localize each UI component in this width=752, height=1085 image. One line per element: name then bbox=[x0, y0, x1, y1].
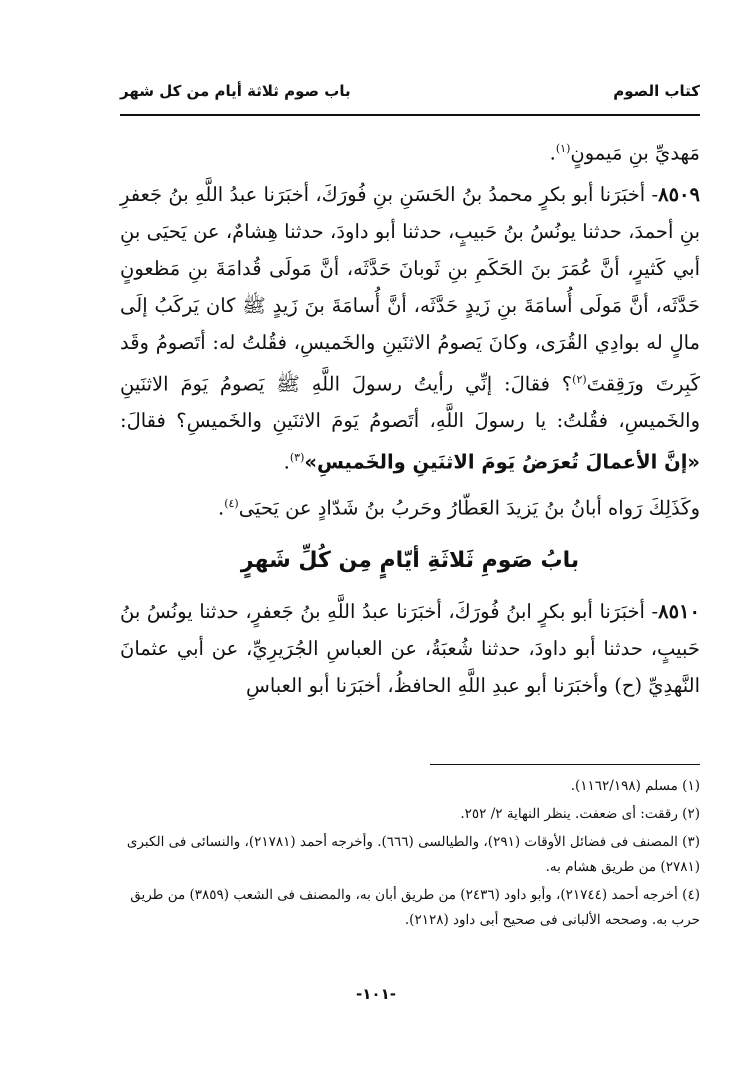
text-span: . bbox=[283, 450, 290, 474]
paragraph-continuation bbox=[120, 130, 700, 172]
header-rule bbox=[120, 114, 700, 116]
chapter-heading: بابُ صَومِ ثَلاثَةِ أيّامٍ مِن كُلِّ شَهرٍ bbox=[240, 548, 580, 573]
text-span: . bbox=[218, 496, 225, 519]
header-book-title: كتاب الصوم bbox=[613, 82, 700, 100]
footnote: (٢) رققت: أى ضعفت. ينظر النهاية ٢/ ٢٥٢. bbox=[460, 806, 700, 822]
footnote-ref: (٤) bbox=[224, 496, 239, 510]
text-span: وكَذَلِكَ رَواه أبانُ بنُ يَزيدَ العَطّارُ وحَربُ بنُ شَدّادٍ عن يَحيَى bbox=[238, 496, 700, 519]
footnote-ref: (١) bbox=[555, 142, 571, 155]
hadith-quote: «إنَّ الأعمالَ تُعرَضُ يَومَ الاثنَينِ والخَميسِ» bbox=[304, 450, 700, 474]
hadith-8509 bbox=[120, 176, 700, 481]
narration-note bbox=[120, 485, 700, 527]
footnote-rule bbox=[430, 764, 700, 765]
footnote-ref: (٢) bbox=[572, 372, 587, 386]
hadith-number: ٨٥٠٩ bbox=[658, 182, 700, 206]
page-number: -١٠١- bbox=[356, 985, 396, 1003]
text-span: مَهديِّ بنِ مَيمونٍ bbox=[570, 141, 700, 165]
running-header bbox=[120, 74, 700, 108]
text-span: . bbox=[549, 141, 556, 165]
main-text bbox=[120, 130, 700, 708]
header-chapter-title: باب صوم ثلاثة أيام من كل شهر bbox=[120, 82, 351, 100]
footnote: (١) مسلم (١١٦٢/١٩٨). bbox=[570, 778, 700, 794]
footnote: (٤) أخرجه أحمد (٢١٧٤٤)، وأبو داود (٢٤٣٦) من طريق أبان به، والمصنف فى الشعب (٣٨٥٩) من طريق حرب به. وصححه الألبانى فى صحيح أبى داود (٢١٢٨). bbox=[130, 887, 700, 928]
footnote: (٣) المصنف فى فضائل الأوقات (٢٩١)، والطيالسى (٦٦٦). وأخرجه أحمد (٢١٧٨١)، والنسائى فى الكبرى (٢٧٨١) من طريق هشام به. bbox=[126, 834, 700, 875]
footnotes bbox=[120, 774, 700, 936]
hadith-number: ٨٥١٠ bbox=[658, 600, 700, 623]
hadith-text: ؟ فقالَ: إنِّي رأيتُ رسولَ اللَّهِ ﷺ يَصومُ يَومَ الاثنَينِ والخَميسِ، فقُلتُ: يا رسولَ اللَّهِ، أتَصومُ يَومَ الاثنَينِ والخَميسِ؟ فقالَ: bbox=[120, 372, 700, 432]
hadith-8510 bbox=[120, 593, 700, 704]
hadith-text: - أخبَرَنا أبو بكرٍ ابنُ فُورَكَ، أخبَرَنا عبدُ اللَّهِ بنُ جَعفرٍ، حدثنا يونُسُ بنُ حَبيبٍ، حدثنا أبو داودَ، حدثنا شُعبَةُ، عن العباسِ الجُرَيرِيِّ، عن أبي عثمانَ النَّهدِيِّ (ح) وأخبَرَنا أبو عبدِ اللَّهِ الحافظُ، أخبَرَنا أبو العباسِ bbox=[120, 600, 700, 697]
footnote-ref: (٣) bbox=[289, 451, 305, 464]
hadith-text: - أخبَرَنا أبو بكرٍ محمدُ بنُ الحَسَنِ بنِ فُورَكَ، أخبَرَنا عبدُ اللَّهِ بنُ جَعفرِ بنِ أحمدَ، حدثنا يونُسُ بنُ حَبيبٍ، حدثنا أبو داودَ، حدثنا هِشامٌ، عن يَحيَى بنِ أبي كَثيرٍ، أنَّ عُمَرَ بنَ الحَكَمِ بنِ ثَوبانَ حَدَّثَه، أنَّ مَولَى قُدامَةَ بنِ مَظعونٍ حَدَّثَه، أنَّ مَولَى أُسامَةَ بنِ زَيدٍ حَدَّثَه، أنَّ أُسامَةَ بنَ زَيدٍ ﷺ كان يَركَبُ إلَى مالٍ له بوادِي القُرَى، وكانَ يَصومُ الاثنَينِ والخَميسِ، فقُلتُ له: أتَصومُ وقَد كَبِرتَ ورَقِقتَ bbox=[120, 182, 701, 395]
